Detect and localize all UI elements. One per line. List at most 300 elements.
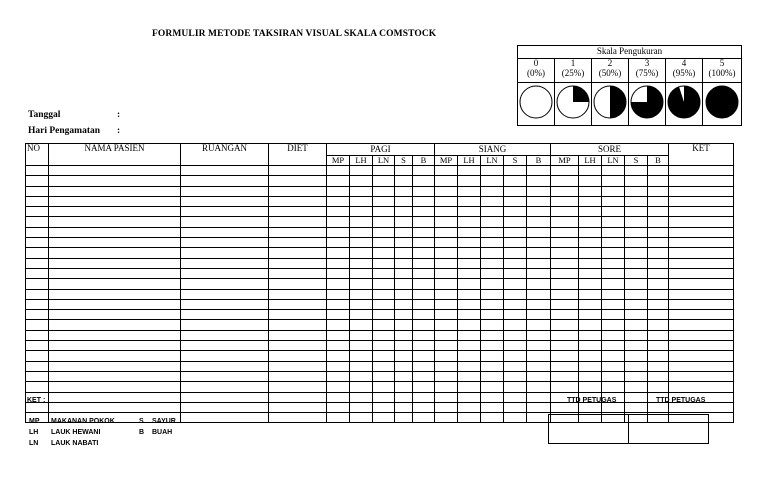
table-cell[interactable] — [435, 166, 458, 176]
table-cell[interactable] — [579, 382, 602, 392]
table-cell[interactable] — [26, 320, 49, 330]
table-cell[interactable] — [669, 227, 734, 237]
table-cell[interactable] — [373, 330, 395, 340]
table-cell[interactable] — [481, 371, 504, 381]
table-cell[interactable] — [373, 238, 395, 248]
table-cell[interactable] — [327, 320, 350, 330]
table-cell[interactable] — [413, 382, 435, 392]
table-cell[interactable] — [181, 341, 269, 351]
table-cell[interactable] — [602, 289, 625, 299]
table-cell[interactable] — [551, 248, 579, 258]
table-cell[interactable] — [625, 227, 648, 237]
table-cell[interactable] — [181, 320, 269, 330]
table-cell[interactable] — [413, 310, 435, 320]
signature-box-1[interactable] — [548, 414, 629, 444]
table-cell[interactable] — [26, 166, 49, 176]
table-cell[interactable] — [669, 176, 734, 186]
table-cell[interactable] — [602, 341, 625, 351]
table-cell[interactable] — [395, 289, 413, 299]
table-cell[interactable] — [49, 279, 181, 289]
table-cell[interactable] — [579, 371, 602, 381]
table-cell[interactable] — [602, 207, 625, 217]
table-cell[interactable] — [395, 217, 413, 227]
table-cell[interactable] — [602, 371, 625, 381]
table-cell[interactable] — [413, 392, 435, 402]
table-cell[interactable] — [49, 392, 181, 402]
table-cell[interactable] — [625, 351, 648, 361]
table-cell[interactable] — [551, 330, 579, 340]
table-cell[interactable] — [350, 361, 373, 371]
table-cell[interactable] — [527, 166, 551, 176]
table-cell[interactable] — [504, 382, 527, 392]
table-cell[interactable] — [579, 227, 602, 237]
table-cell[interactable] — [373, 413, 395, 423]
table-cell[interactable] — [181, 310, 269, 320]
table-cell[interactable] — [395, 279, 413, 289]
table-cell[interactable] — [350, 299, 373, 309]
table-cell[interactable] — [181, 196, 269, 206]
table-cell[interactable] — [504, 227, 527, 237]
table-cell[interactable] — [527, 196, 551, 206]
table-cell[interactable] — [669, 320, 734, 330]
table-cell[interactable] — [350, 413, 373, 423]
table-cell[interactable] — [373, 382, 395, 392]
table-cell[interactable] — [350, 330, 373, 340]
table-cell[interactable] — [458, 310, 481, 320]
table-cell[interactable] — [458, 392, 481, 402]
table-cell[interactable] — [579, 268, 602, 278]
table-cell[interactable] — [579, 186, 602, 196]
table-cell[interactable] — [435, 186, 458, 196]
table-cell[interactable] — [669, 217, 734, 227]
table-cell[interactable] — [373, 361, 395, 371]
table-cell[interactable] — [669, 268, 734, 278]
table-cell[interactable] — [395, 351, 413, 361]
table-cell[interactable] — [327, 268, 350, 278]
table-cell[interactable] — [551, 320, 579, 330]
table-cell[interactable] — [602, 320, 625, 330]
table-cell[interactable] — [181, 371, 269, 381]
table-cell[interactable] — [481, 248, 504, 258]
table-cell[interactable] — [579, 289, 602, 299]
table-cell[interactable] — [350, 268, 373, 278]
table-cell[interactable] — [395, 258, 413, 268]
table-cell[interactable] — [625, 238, 648, 248]
table-cell[interactable] — [327, 186, 350, 196]
table-cell[interactable] — [435, 361, 458, 371]
table-cell[interactable] — [579, 166, 602, 176]
table-cell[interactable] — [327, 299, 350, 309]
table-cell[interactable] — [648, 341, 669, 351]
table-cell[interactable] — [551, 176, 579, 186]
table-cell[interactable] — [579, 310, 602, 320]
table-cell[interactable] — [527, 238, 551, 248]
table-cell[interactable] — [373, 166, 395, 176]
table-cell[interactable] — [648, 299, 669, 309]
table-cell[interactable] — [602, 196, 625, 206]
table-cell[interactable] — [579, 341, 602, 351]
table-cell[interactable] — [395, 227, 413, 237]
table-cell[interactable] — [527, 392, 551, 402]
table-cell[interactable] — [625, 330, 648, 340]
table-cell[interactable] — [327, 207, 350, 217]
table-cell[interactable] — [435, 227, 458, 237]
table-cell[interactable] — [269, 258, 327, 268]
table-cell[interactable] — [413, 371, 435, 381]
table-cell[interactable] — [350, 217, 373, 227]
table-cell[interactable] — [395, 196, 413, 206]
table-cell[interactable] — [49, 299, 181, 309]
table-cell[interactable] — [579, 258, 602, 268]
table-cell[interactable] — [504, 186, 527, 196]
table-cell[interactable] — [648, 207, 669, 217]
table-cell[interactable] — [373, 289, 395, 299]
table-cell[interactable] — [373, 258, 395, 268]
table-cell[interactable] — [669, 196, 734, 206]
table-cell[interactable] — [269, 413, 327, 423]
table-cell[interactable] — [269, 248, 327, 258]
table-cell[interactable] — [625, 371, 648, 381]
table-cell[interactable] — [395, 382, 413, 392]
table-cell[interactable] — [481, 166, 504, 176]
table-cell[interactable] — [527, 248, 551, 258]
table-cell[interactable] — [527, 402, 551, 412]
table-cell[interactable] — [669, 279, 734, 289]
table-cell[interactable] — [181, 279, 269, 289]
table-cell[interactable] — [413, 217, 435, 227]
table-cell[interactable] — [327, 351, 350, 361]
table-cell[interactable] — [504, 289, 527, 299]
table-cell[interactable] — [350, 341, 373, 351]
table-cell[interactable] — [504, 268, 527, 278]
table-cell[interactable] — [602, 279, 625, 289]
table-cell[interactable] — [481, 217, 504, 227]
table-cell[interactable] — [669, 186, 734, 196]
table-cell[interactable] — [413, 361, 435, 371]
table-cell[interactable] — [579, 176, 602, 186]
table-cell[interactable] — [435, 402, 458, 412]
table-cell[interactable] — [49, 217, 181, 227]
table-cell[interactable] — [579, 196, 602, 206]
table-cell[interactable] — [551, 299, 579, 309]
table-cell[interactable] — [527, 176, 551, 186]
table-cell[interactable] — [269, 392, 327, 402]
table-cell[interactable] — [181, 330, 269, 340]
table-cell[interactable] — [481, 310, 504, 320]
table-cell[interactable] — [527, 299, 551, 309]
table-cell[interactable] — [350, 227, 373, 237]
table-cell[interactable] — [269, 371, 327, 381]
table-cell[interactable] — [458, 351, 481, 361]
table-cell[interactable] — [327, 341, 350, 351]
table-cell[interactable] — [413, 402, 435, 412]
table-cell[interactable] — [551, 258, 579, 268]
table-cell[interactable] — [181, 258, 269, 268]
table-cell[interactable] — [327, 392, 350, 402]
table-cell[interactable] — [181, 392, 269, 402]
table-cell[interactable] — [648, 176, 669, 186]
table-cell[interactable] — [395, 299, 413, 309]
table-cell[interactable] — [49, 196, 181, 206]
table-cell[interactable] — [269, 196, 327, 206]
table-cell[interactable] — [602, 258, 625, 268]
table-cell[interactable] — [669, 371, 734, 381]
table-cell[interactable] — [435, 371, 458, 381]
table-cell[interactable] — [413, 351, 435, 361]
table-cell[interactable] — [481, 207, 504, 217]
table-cell[interactable] — [26, 238, 49, 248]
table-cell[interactable] — [481, 186, 504, 196]
table-cell[interactable] — [350, 382, 373, 392]
table-cell[interactable] — [481, 227, 504, 237]
table-cell[interactable] — [269, 176, 327, 186]
table-cell[interactable] — [527, 310, 551, 320]
table-cell[interactable] — [49, 186, 181, 196]
table-cell[interactable] — [395, 248, 413, 258]
table-cell[interactable] — [527, 382, 551, 392]
table-cell[interactable] — [327, 413, 350, 423]
table-cell[interactable] — [269, 402, 327, 412]
table-cell[interactable] — [49, 176, 181, 186]
table-cell[interactable] — [373, 176, 395, 186]
table-cell[interactable] — [269, 310, 327, 320]
table-cell[interactable] — [373, 227, 395, 237]
table-cell[interactable] — [435, 392, 458, 402]
table-cell[interactable] — [269, 166, 327, 176]
table-cell[interactable] — [551, 351, 579, 361]
table-cell[interactable] — [625, 207, 648, 217]
table-cell[interactable] — [435, 207, 458, 217]
table-cell[interactable] — [648, 382, 669, 392]
table-cell[interactable] — [602, 166, 625, 176]
table-cell[interactable] — [373, 351, 395, 361]
table-cell[interactable] — [504, 176, 527, 186]
table-cell[interactable] — [181, 248, 269, 258]
table-cell[interactable] — [602, 299, 625, 309]
table-cell[interactable] — [458, 382, 481, 392]
table-cell[interactable] — [648, 166, 669, 176]
table-cell[interactable] — [625, 279, 648, 289]
table-cell[interactable] — [350, 279, 373, 289]
table-cell[interactable] — [49, 238, 181, 248]
table-cell[interactable] — [269, 186, 327, 196]
table-cell[interactable] — [527, 413, 551, 423]
table-cell[interactable] — [373, 248, 395, 258]
table-cell[interactable] — [602, 186, 625, 196]
table-cell[interactable] — [579, 299, 602, 309]
table-cell[interactable] — [181, 299, 269, 309]
table-cell[interactable] — [269, 217, 327, 227]
table-cell[interactable] — [602, 361, 625, 371]
table-cell[interactable] — [504, 207, 527, 217]
table-cell[interactable] — [669, 351, 734, 361]
table-cell[interactable] — [625, 268, 648, 278]
table-cell[interactable] — [327, 227, 350, 237]
table-cell[interactable] — [669, 341, 734, 351]
table-cell[interactable] — [269, 351, 327, 361]
table-cell[interactable] — [527, 217, 551, 227]
table-cell[interactable] — [602, 248, 625, 258]
table-cell[interactable] — [481, 279, 504, 289]
table-cell[interactable] — [413, 413, 435, 423]
table-cell[interactable] — [435, 289, 458, 299]
table-cell[interactable] — [413, 238, 435, 248]
table-cell[interactable] — [458, 196, 481, 206]
table-cell[interactable] — [481, 289, 504, 299]
table-cell[interactable] — [413, 341, 435, 351]
table-cell[interactable] — [481, 392, 504, 402]
table-cell[interactable] — [504, 341, 527, 351]
table-cell[interactable] — [458, 238, 481, 248]
table-cell[interactable] — [458, 289, 481, 299]
table-cell[interactable] — [269, 361, 327, 371]
table-cell[interactable] — [458, 330, 481, 340]
table-cell[interactable] — [435, 238, 458, 248]
table-cell[interactable] — [648, 351, 669, 361]
table-cell[interactable] — [327, 238, 350, 248]
table-cell[interactable] — [504, 361, 527, 371]
table-cell[interactable] — [669, 248, 734, 258]
table-cell[interactable] — [395, 320, 413, 330]
table-cell[interactable] — [373, 341, 395, 351]
table-cell[interactable] — [373, 320, 395, 330]
table-cell[interactable] — [458, 217, 481, 227]
table-cell[interactable] — [481, 382, 504, 392]
table-cell[interactable] — [269, 330, 327, 340]
table-cell[interactable] — [504, 413, 527, 423]
table-cell[interactable] — [26, 268, 49, 278]
table-cell[interactable] — [435, 196, 458, 206]
table-cell[interactable] — [373, 196, 395, 206]
table-cell[interactable] — [269, 227, 327, 237]
table-cell[interactable] — [458, 227, 481, 237]
table-cell[interactable] — [435, 268, 458, 278]
table-cell[interactable] — [373, 402, 395, 412]
table-cell[interactable] — [181, 361, 269, 371]
table-cell[interactable] — [648, 217, 669, 227]
table-cell[interactable] — [551, 186, 579, 196]
table-cell[interactable] — [413, 289, 435, 299]
table-cell[interactable] — [327, 196, 350, 206]
table-cell[interactable] — [648, 227, 669, 237]
table-cell[interactable] — [413, 248, 435, 258]
table-cell[interactable] — [327, 279, 350, 289]
table-cell[interactable] — [327, 176, 350, 186]
table-cell[interactable] — [26, 330, 49, 340]
table-cell[interactable] — [413, 279, 435, 289]
table-cell[interactable] — [504, 392, 527, 402]
table-cell[interactable] — [26, 310, 49, 320]
table-cell[interactable] — [395, 310, 413, 320]
table-cell[interactable] — [49, 371, 181, 381]
table-cell[interactable] — [181, 166, 269, 176]
table-cell[interactable] — [395, 402, 413, 412]
table-cell[interactable] — [551, 238, 579, 248]
table-cell[interactable] — [26, 207, 49, 217]
table-cell[interactable] — [669, 310, 734, 320]
table-cell[interactable] — [181, 217, 269, 227]
table-cell[interactable] — [481, 320, 504, 330]
table-cell[interactable] — [481, 361, 504, 371]
table-cell[interactable] — [327, 258, 350, 268]
table-cell[interactable] — [350, 402, 373, 412]
table-cell[interactable] — [669, 238, 734, 248]
table-cell[interactable] — [49, 289, 181, 299]
table-cell[interactable] — [49, 341, 181, 351]
table-cell[interactable] — [625, 299, 648, 309]
table-cell[interactable] — [181, 186, 269, 196]
table-cell[interactable] — [602, 238, 625, 248]
table-cell[interactable] — [395, 238, 413, 248]
table-cell[interactable] — [504, 238, 527, 248]
table-cell[interactable] — [181, 382, 269, 392]
table-cell[interactable] — [527, 341, 551, 351]
table-cell[interactable] — [49, 351, 181, 361]
table-cell[interactable] — [269, 341, 327, 351]
table-cell[interactable] — [435, 330, 458, 340]
table-cell[interactable] — [527, 279, 551, 289]
table-cell[interactable] — [373, 217, 395, 227]
table-cell[interactable] — [269, 299, 327, 309]
table-cell[interactable] — [327, 289, 350, 299]
table-cell[interactable] — [481, 258, 504, 268]
table-cell[interactable] — [551, 279, 579, 289]
table-cell[interactable] — [648, 258, 669, 268]
table-cell[interactable] — [669, 330, 734, 340]
table-cell[interactable] — [458, 258, 481, 268]
table-cell[interactable] — [413, 268, 435, 278]
table-cell[interactable] — [350, 289, 373, 299]
table-cell[interactable] — [413, 176, 435, 186]
table-cell[interactable] — [504, 371, 527, 381]
table-cell[interactable] — [181, 289, 269, 299]
table-cell[interactable] — [481, 238, 504, 248]
table-cell[interactable] — [602, 310, 625, 320]
table-cell[interactable] — [395, 166, 413, 176]
table-cell[interactable] — [350, 176, 373, 186]
table-cell[interactable] — [625, 196, 648, 206]
table-cell[interactable] — [504, 330, 527, 340]
table-cell[interactable] — [551, 268, 579, 278]
table-cell[interactable] — [648, 330, 669, 340]
table-cell[interactable] — [269, 238, 327, 248]
table-cell[interactable] — [373, 392, 395, 402]
signature-box-2[interactable] — [628, 414, 709, 444]
table-cell[interactable] — [504, 320, 527, 330]
table-cell[interactable] — [26, 176, 49, 186]
table-cell[interactable] — [458, 176, 481, 186]
table-cell[interactable] — [579, 330, 602, 340]
table-cell[interactable] — [669, 361, 734, 371]
table-cell[interactable] — [413, 258, 435, 268]
table-cell[interactable] — [327, 330, 350, 340]
table-cell[interactable] — [327, 361, 350, 371]
table-cell[interactable] — [504, 196, 527, 206]
table-cell[interactable] — [625, 341, 648, 351]
table-cell[interactable] — [527, 289, 551, 299]
table-cell[interactable] — [458, 279, 481, 289]
table-cell[interactable] — [435, 341, 458, 351]
table-cell[interactable] — [579, 351, 602, 361]
table-cell[interactable] — [551, 341, 579, 351]
table-cell[interactable] — [527, 227, 551, 237]
table-cell[interactable] — [458, 166, 481, 176]
table-cell[interactable] — [26, 371, 49, 381]
table-cell[interactable] — [504, 258, 527, 268]
table-cell[interactable] — [481, 413, 504, 423]
table-cell[interactable] — [413, 207, 435, 217]
table-cell[interactable] — [49, 310, 181, 320]
